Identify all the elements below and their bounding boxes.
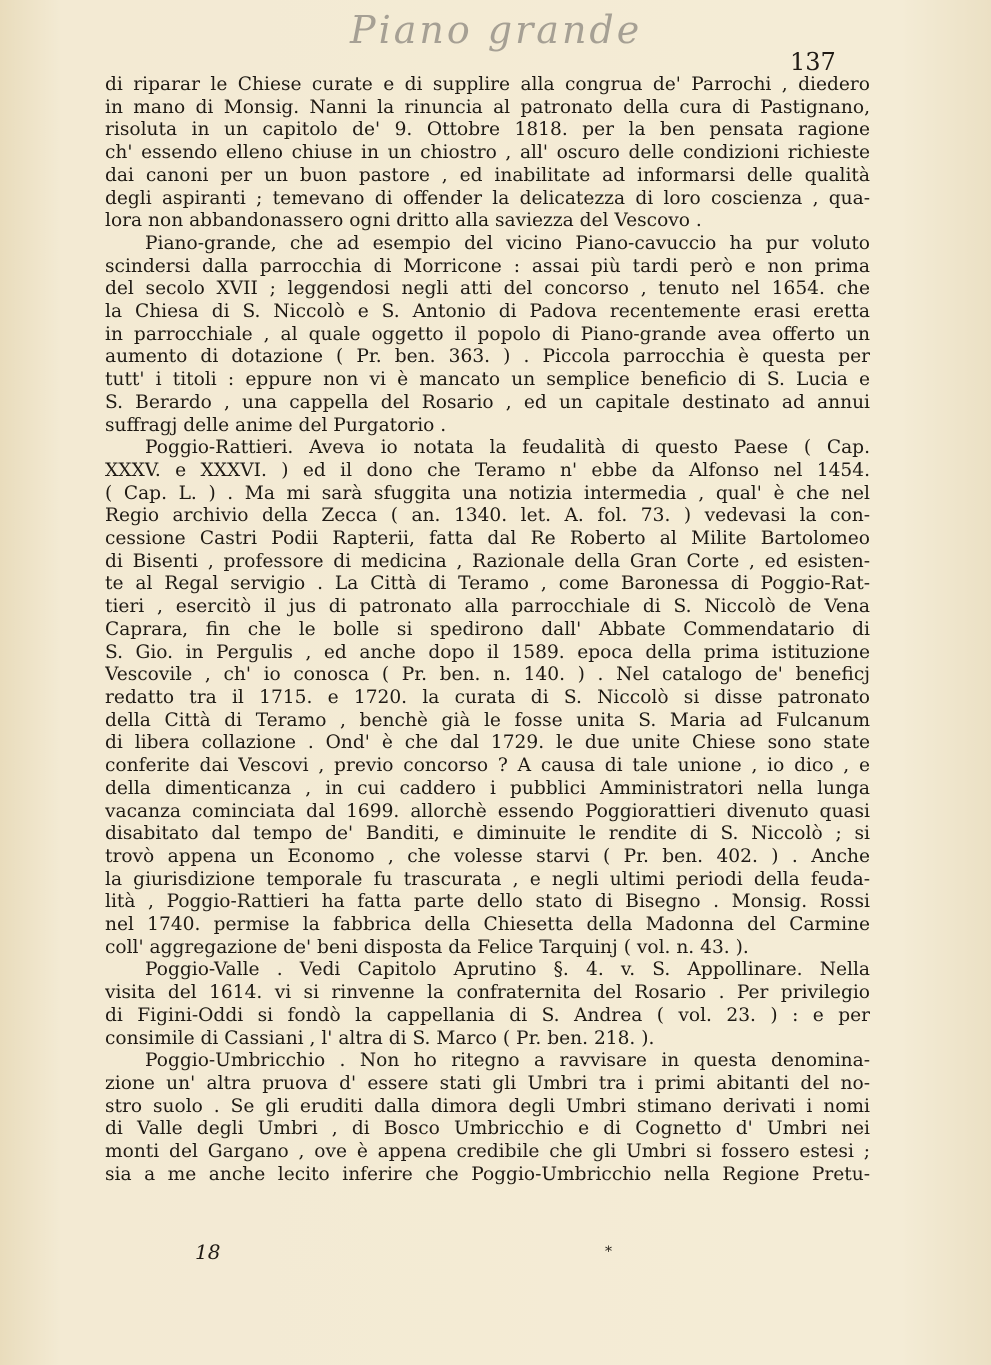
text-line: della Città di Teramo , benchè già le fosse unita S. Maria ad Fulcanum (105, 709, 870, 731)
body-text (105, 74, 870, 1186)
text-line: visita del 1614. vi si rinvenne la confraternita del Rosario . Per privilegio (105, 982, 870, 1004)
text-line: S. Berardo , una cappella del Rosario , ed un capitale destinato ad annui (105, 391, 870, 413)
text-line: di libera collazione . Ond' è che dal 1729. le due unite Chiese sono state (105, 732, 870, 754)
text-line: monti del Gargano , ove è appena credibile che gli Umbri si fossero estesi ; (105, 1141, 870, 1163)
text-line: Poggio-Rattieri. Aveva io notata la feudalità di questo Paese ( Cap. (145, 437, 870, 459)
text-line: sia a me anche lecito inferire che Poggio-Umbricchio nella Regione Pretu- (105, 1163, 870, 1185)
text-line: conferite dai Vescovi , previo concorso ? A causa di tale unione , io dico , e (105, 755, 870, 777)
text-line: S. Gio. in Pergulis , ed anche dopo il 1589. epoca della prima istituzione (105, 641, 870, 663)
text-line: scindersi dalla parrocchia di Morricone : assai più tardi però e non prima (105, 255, 870, 277)
text-line: ( Cap. L. ) . Ma mi sarà sfuggita una notizia intermedia , qual' è che nel (105, 482, 870, 504)
text-line: degli aspiranti ; temevano di offender la delicatezza di loro coscienza , qua- (105, 187, 870, 209)
text-line: ch' essendo elleno chiuse in un chiostro , all' oscuro delle condizioni richieste (105, 142, 870, 164)
text-line: te al Regal servigio . La Città di Teramo , come Baronessa di Poggio-Rat- (105, 573, 870, 595)
text-line: di Valle degli Umbri , di Bosco Umbricchio e di Cognetto d' Umbri nei (105, 1118, 870, 1140)
text-line: la Chiesa di S. Niccolò e S. Antonio di Padova recentemente erasi eretta (105, 301, 870, 323)
text-line: di Bisenti , professore di medicina , Razionale della Gran Corte , ed esisten- (105, 550, 870, 572)
text-line: trovò appena un Economo , che volesse starvi ( Pr. ben. 402. ) . Anche (105, 845, 870, 867)
text-line: dai canoni per un buon pastore , ed inabilitate ad informarsi delle qualità (105, 164, 870, 186)
text-line: la giurisdizione temporale fu trascurata , e negli ultimi periodi della feuda- (105, 868, 870, 890)
text-line: in mano di Monsig. Nanni la rinuncia al patronato della cura di Pastignano, (105, 96, 870, 118)
text-line: risoluta in un capitolo de' 9. Ottobre 1818. per la ben pensata ragione (105, 119, 870, 141)
text-line: XXXV. e XXXVI. ) ed il dono che Teramo n' ebbe da Alfonso nel 1454. (105, 459, 870, 481)
handwritten-annotation: Piano grande (350, 8, 643, 52)
text-line: Caprara, fin che le bolle si spedirono dall' Abbate Commendatario di (105, 618, 870, 640)
text-line: del secolo XVII ; leggendosi negli atti del concorso , tenuto nel 1654. che (105, 278, 870, 300)
signature-mark: 18 (195, 1240, 221, 1264)
text-line: lità , Poggio-Rattieri ha fatta parte dello stato di Bisegno . Monsig. Rossi (105, 891, 870, 913)
text-line: nel 1740. permise la fabbrica della Chiesetta della Madonna del Carmine (105, 914, 870, 936)
corner-mark: * (605, 1244, 612, 1260)
text-line: di Figini-Oddi si fondò la cappellania di S. Andrea ( vol. 23. ) : e per (105, 1004, 870, 1026)
text-line: Regio archivio della Zecca ( an. 1340. let. A. fol. 73. ) vedevasi la con- (105, 505, 870, 527)
text-line: redatto tra il 1715. e 1720. la curata di S. Niccolò si disse patronato (105, 686, 870, 708)
text-line: lora non abbandonassero ogni dritto alla saviezza del Vescovo . (105, 210, 702, 232)
text-line: Poggio-Umbricchio . Non ho ritegno a ravvisare in questa denomina- (145, 1050, 870, 1072)
text-line: stro suolo . Se gli eruditi dalla dimora degli Umbri stimano derivati i nomi (105, 1095, 870, 1117)
text-line: cessione Castri Podii Rapterii, fatta dal Re Roberto al Milite Bartolomeo (105, 528, 870, 550)
text-line: suffragj delle anime del Purgatorio . (105, 414, 447, 436)
page-number: 137 (790, 48, 836, 76)
text-line: disabitato dal tempo de' Banditi, e diminuite le rendite di S. Niccolò ; si (105, 823, 870, 845)
text-line: coll' aggregazione de' beni disposta da Felice Tarquinj ( vol. n. 43. ). (105, 936, 749, 958)
text-line: tieri , esercitò il jus di patronato alla parrocchiale di S. Niccolò de Vena (105, 596, 870, 618)
text-line: aumento di dotazione ( Pr. ben. 363. ) . Piccola parrocchia è questa per (105, 346, 870, 368)
text-line: Poggio-Valle . Vedi Capitolo Aprutino §. 4. v. S. Appollinare. Nella (145, 959, 870, 981)
text-line: tutt' i titoli : eppure non vi è mancato un semplice beneficio di S. Lucia e (105, 369, 870, 391)
text-line: della dimenticanza , in cui caddero i pubblici Amministratori nella lunga (105, 777, 870, 799)
text-line: consimile di Cassiani , l' altra di S. Marco ( Pr. ben. 218. ). (105, 1027, 655, 1049)
text-line: zione un' altra pruova d' essere stati gli Umbri tra i primi abitanti del no- (105, 1072, 870, 1094)
text-line: Piano-grande, che ad esempio del vicino Piano-cavuccio ha pur voluto (145, 232, 870, 254)
text-line: di riparar le Chiese curate e di supplire alla congrua de' Parrochi , diedero (105, 74, 870, 95)
text-line: in parrocchiale , al quale oggetto il popolo di Piano-grande avea offerto un (105, 323, 870, 345)
text-line: Vescovile , ch' io conosca ( Pr. ben. n. 140. ) . Nel catalogo de' beneficj (105, 664, 870, 686)
text-line: vacanza cominciata dal 1699. allorchè essendo Poggiorattieri divenuto quasi (105, 800, 870, 822)
